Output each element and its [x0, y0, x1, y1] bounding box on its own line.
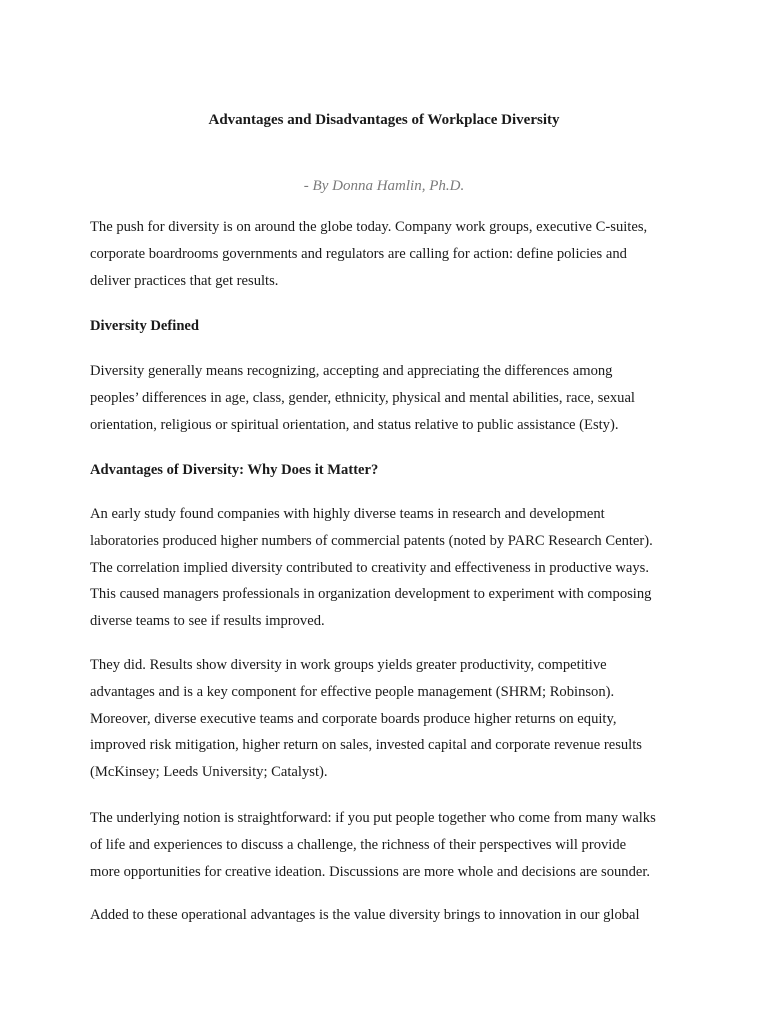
- paragraph-definition: [90, 358, 680, 438]
- paragraph-line: The underlying notion is straightforward: if you put people together who come from many walks: [90, 810, 656, 826]
- paragraph-line: Diversity generally means recognizing, accepting and appreciating the differences among: [90, 363, 613, 379]
- paragraph-line: more opportunities for creative ideation. Discussions are more whole and decisions are sounder.: [90, 863, 651, 880]
- paragraph-line: deliver practices that get results.: [90, 272, 279, 289]
- paragraph-line: orientation, religious or spiritual orientation, and status relative to public assistance (Esty).: [90, 416, 619, 433]
- paragraph-line: improved risk mitigation, higher return on sales, invested capital and corporate revenue results: [90, 737, 642, 754]
- paragraph-line: of life and experiences to discuss a challenge, the richness of their perspectives will provide: [90, 836, 627, 853]
- paragraph-line: laboratories produced higher numbers of commercial patents (noted by PARC Research Center).: [90, 532, 653, 549]
- author-byline: - By Donna Hamlin, Ph.D.: [303, 178, 465, 194]
- paragraph-line: advantages and is a key component for effective people management (SHRM; Robinson).: [90, 683, 615, 700]
- section-heading-diversity-defined: Diversity Defined: [90, 318, 200, 334]
- document-title: Advantages and Disadvantages of Workplace Diversity: [208, 112, 560, 128]
- paragraph-line: They did. Results show diversity in work groups yields greater productivity, competitive: [90, 657, 607, 673]
- paragraph-line: corporate boardrooms governments and regulators are calling for action: define policies and: [90, 245, 627, 262]
- paragraph-operational-advantages: [90, 902, 680, 929]
- paragraph-line: (McKinsey; Leeds University; Catalyst).: [90, 764, 328, 781]
- paragraph-intro: [90, 214, 680, 294]
- section-heading-advantages: Advantages of Diversity: Why Does it Matter?: [90, 462, 379, 478]
- paragraph-line: Added to these operational advantages is the value diversity brings to innovation in our global: [90, 907, 640, 923]
- paragraph-line: diverse teams to see if results improved.: [90, 613, 325, 630]
- paragraph-underlying-notion: [90, 805, 680, 885]
- paragraph-line: The push for diversity is on around the globe today. Company work groups, executive C-suites,: [90, 219, 648, 235]
- paragraph-line: An early study found companies with highly diverse teams in research and development: [90, 506, 605, 522]
- paragraph-line: This caused managers professionals in organization development to experiment with composing: [90, 586, 652, 603]
- paragraph-results: [90, 652, 680, 786]
- paragraph-line: peoples’ differences in age, class, gender, ethnicity, physical and mental abilities, race, sexual: [90, 389, 635, 406]
- paragraph-early-study: [90, 501, 680, 635]
- paragraph-line: Moreover, diverse executive teams and corporate boards produce higher returns on equity,: [90, 710, 617, 727]
- paragraph-line: The correlation implied diversity contributed to creativity and effectiveness in productive ways.: [90, 559, 649, 576]
